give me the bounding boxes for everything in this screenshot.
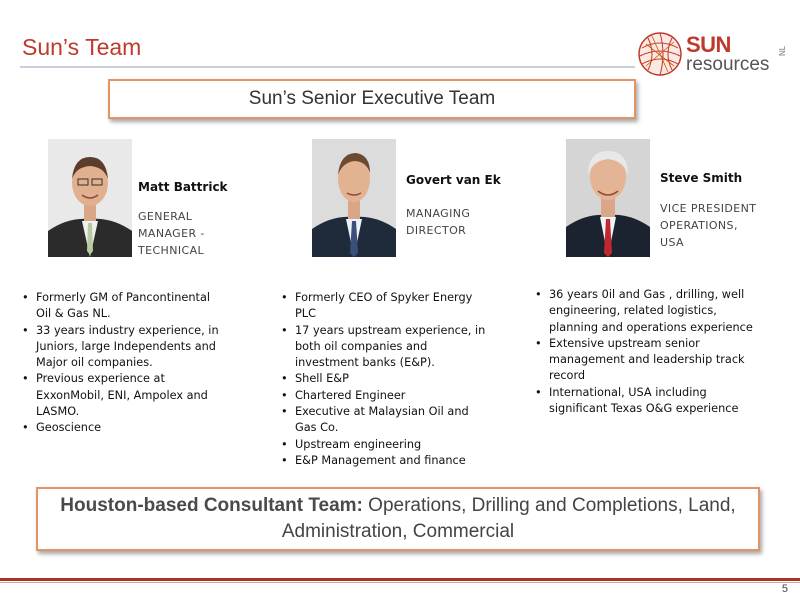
executive-role-3: VICE PRESIDENT OPERATIONS, USA xyxy=(660,202,757,249)
bullet-item: • Geoscience xyxy=(22,420,222,436)
bullet-item: • 36 years 0il and Gas , drilling, well engineering, related logistics, planning and operations experience xyxy=(535,287,760,336)
bullet-item: • Shell E&P xyxy=(281,371,491,387)
footer-divider-thin xyxy=(0,582,800,583)
globe-logo-icon xyxy=(636,30,684,78)
consultant-team-heading: Houston-based Consultant Team: xyxy=(60,495,363,516)
bullet-item: • Executive at Malaysian Oil and Gas Co. xyxy=(281,404,491,437)
executive-name-2: Govert van Ek xyxy=(406,173,501,187)
bullet-item: • Extensive upstream senior management and leadership track record xyxy=(535,336,760,385)
portrait-2 xyxy=(312,139,396,257)
section-header: Sun’s Senior Executive Team xyxy=(108,79,636,119)
executive-name-3: Steve Smith xyxy=(660,171,743,185)
portrait-1 xyxy=(48,139,132,257)
bullet-item: • 33 years industry experience, in Juniors, large Independents and Major oil companies. xyxy=(22,323,222,372)
executive-bullets-2 xyxy=(281,290,491,469)
portrait-3 xyxy=(566,139,650,257)
bullet-item: • Formerly CEO of Spyker Energy PLC xyxy=(281,290,491,323)
bullet-item: • International, USA including significant Texas O&G experience xyxy=(535,385,760,418)
consultant-team-text: Operations, Drilling and Completions, Land, Administration, Commercial xyxy=(281,495,736,542)
executive-photo-3 xyxy=(566,139,650,257)
executive-role-2: MANAGING DIRECTOR xyxy=(406,207,471,237)
executive-bullets-3 xyxy=(535,287,760,417)
bullet-item: • Chartered Engineer xyxy=(281,388,491,404)
executive-bullets-1 xyxy=(22,290,222,437)
footer-divider xyxy=(0,578,800,581)
executive-name-1: Matt Battrick xyxy=(138,180,228,194)
logo-brand-text: SUN xyxy=(686,32,731,57)
bullet-item: • Formerly GM of Pancontinental Oil & Gas NL. xyxy=(22,290,222,323)
executive-photo-1 xyxy=(48,139,132,257)
bullet-item: • 17 years upstream experience, in both oil companies and investment banks (E&P). xyxy=(281,323,491,372)
bullet-item: • Previous experience at ExxonMobil, ENI, Ampolex and LASMO. xyxy=(22,371,222,420)
bullet-item: • E&P Management and finance xyxy=(281,453,491,469)
title-divider xyxy=(20,66,635,68)
executive-role-1: GENERAL MANAGER - TECHNICAL xyxy=(138,210,205,257)
logo-suffix: NL xyxy=(778,45,787,56)
logo-subtext: resources xyxy=(686,54,770,75)
executive-photo-2 xyxy=(312,139,396,257)
consultant-team-box xyxy=(36,487,760,551)
bullet-item: • Upstream engineering xyxy=(281,437,491,453)
page-number: 5 xyxy=(781,583,788,595)
company-logo xyxy=(636,28,792,84)
slide-title: Sun’s Team xyxy=(22,34,142,60)
